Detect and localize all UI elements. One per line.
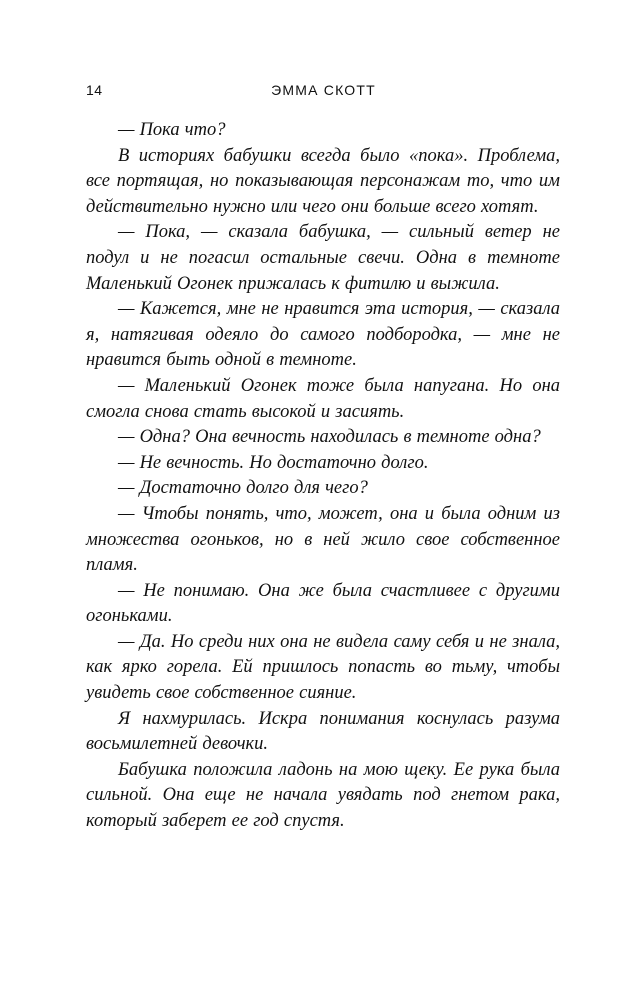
body-text xyxy=(86,118,560,835)
paragraph: — Пока что? xyxy=(118,120,226,140)
paragraph: — Пока, — сказала бабушка, — сильный ветер не подул и не погасил остальные свечи. Одна в темноте Маленький Огонек прижалась к фитилю и выжила. xyxy=(86,222,560,294)
paragraph: В историях бабушки всегда было «пока». Проблема, все портящая, но показывающая персонажам то, что им действительно нужно или чего они больше всего хотят. xyxy=(86,145,560,217)
paragraph: — Маленький Огонек тоже была напугана. Но она смогла снова стать высокой и засиять. xyxy=(86,375,560,422)
paragraph: — Не вечность. Но достаточно долго. xyxy=(118,452,429,473)
running-header xyxy=(86,82,561,104)
page-number: 14 xyxy=(86,82,103,98)
paragraph: — Чтобы понять, что, может, она и была одним из множества огоньков, но в ней жило свое собственное пламя. xyxy=(86,503,560,576)
book-author: ЭММА СКОТТ xyxy=(271,82,376,98)
paragraph: — Не понимаю. Она же была счастливее с другими огоньками. xyxy=(86,580,560,627)
paragraph: — Одна? Она вечность находилась в темноте одна? xyxy=(118,427,541,448)
paragraph: Я нахмурилась. Искра понимания коснулась разума восьмилетней девочки. xyxy=(86,708,560,755)
paragraph: Бабушка положила ладонь на мою щеку. Ее рука была сильной. Она еще не начала увядать под гнетом рака, который заберет ее год спустя. xyxy=(86,759,560,832)
paragraph: — Достаточно долго для чего? xyxy=(118,478,368,499)
paragraph: — Да. Но среди них она не видела саму себя и не знала, как ярко горела. Ей пришлось попасть во тьму, чтобы увидеть свое собственное сияние. xyxy=(86,631,560,704)
paragraph: — Кажется, мне не нравится эта история, — сказала я, натягивая одеяло до самого подбородка, — мне не нравится быть одной в темноте. xyxy=(86,299,560,371)
